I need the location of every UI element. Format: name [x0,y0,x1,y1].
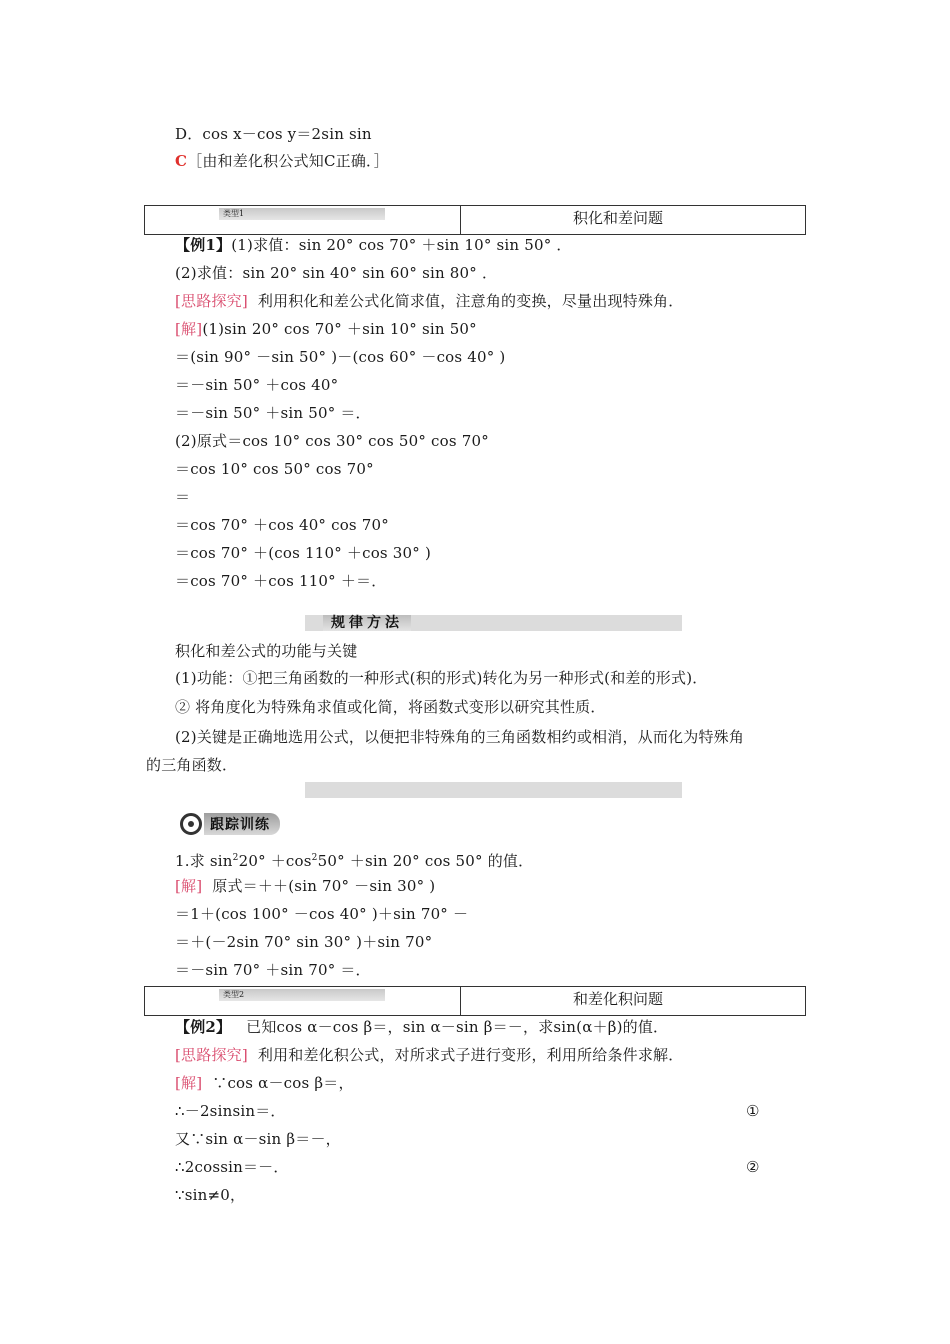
type2-title: 和差化积问题 [572,990,663,1008]
solution-label: [解] [175,320,203,338]
type2-tag: 类型2 [219,989,385,1001]
example1-step: ＝cos 70° ＋cos 110° ＋＝． [175,572,387,590]
example2-question: 【例2】 已知cos α－cos β＝，sin α－sin β＝－，求sin(α＋β)的值． [175,1018,669,1036]
answer-letter: C [175,152,188,170]
answer-line [175,151,389,171]
example1-step: ＝cos 70° ＋cos 40° cos 70° [175,516,389,534]
method-p3a: (2)关键是正确地选用公式，以便把非特殊角的三角函数相约或相消，从而化为特殊角 [175,728,745,746]
example2-hint: [思路探究] 利用和差化积公式，对所求式子进行变形，利用所给条件求解． [175,1046,684,1064]
option-d: D．cos x－cos y＝2sin sin [175,125,372,143]
method-p2: ② 将角度化为特殊角求值或化简，将函数式变形以研究其性质． [175,698,606,716]
type1-header [144,205,806,235]
example1-question1: 【例1】(1)求值：sin 20° cos 70° ＋sin 10° sin 50° ． [175,236,572,254]
example1-question2: (2)求值：sin 20° sin 40° sin 60° sin 80° ． [175,264,498,282]
tracking-label: 跟踪训练 [204,813,280,835]
method-band [305,615,682,631]
method-p3b: 的三角函数． [146,756,238,774]
hint-label: [思路探究] [175,1046,248,1064]
example1-step: ＝cos 10° cos 50° cos 70° [175,460,374,478]
method-title: 积化和差公式的功能与关键 [175,642,358,660]
example2-sol-line: [解] ∵cos α－cos β＝， [175,1074,354,1092]
example1-step: ＝(sin 90° －sin 50° )－(cos 60° －cos 40° ) [175,348,506,366]
example1-sol-line: [解](1)sin 20° cos 70° ＋sin 10° sin 50° [175,320,477,338]
solution-label: [解] [175,877,203,895]
example1-step: ＝ [175,488,191,506]
example2-step: 又∵sin α－sin β＝－， [175,1130,341,1148]
example2-step: ∴－2sinsin＝． [175,1102,286,1120]
tracking-header [180,813,280,835]
example1-label: 【例1】 [175,236,232,254]
type1-title: 积化和差问题 [572,209,663,227]
tracking-step: ＝＋(－2sin 70° sin 30° )＋sin 70° [175,933,433,951]
hint-label: [思路探究] [175,292,248,310]
type2-header [144,986,806,1016]
type1-tag: 类型1 [219,208,385,220]
solution-label: [解] [175,1074,203,1092]
target-icon [180,813,202,835]
method-band-label: 规律方法 [323,615,411,631]
example2-step: ∵sin≠0， [175,1186,246,1204]
answer-text: ［由和差化积公式知C正确．］ [187,152,389,170]
example1-step: ＝－sin 50° ＋sin 50° ＝． [175,404,371,422]
tracking-sol-line: [解] 原式＝＋＋(sin 70° －sin 30° ) [175,877,436,895]
method-band-end [305,782,682,798]
equation-mark-2: ② [746,1158,760,1176]
example2-label: 【例2】 [175,1018,232,1036]
equation-mark-1: ① [746,1102,760,1120]
example2-step: ∴2cossin＝－． [175,1158,289,1176]
example1-hint: [思路探究] 利用积化和差公式化简求值，注意角的变换，尽量出现特殊角． [175,292,684,310]
example1-step: ＝－sin 50° ＋cos 40° [175,376,339,394]
tracking-question: 1.求 $\sin^220^\circ +\cos^250^\circ +\sin$ 20° cos 50° 的值． [175,852,534,870]
example1-step: ＝cos 70° ＋(cos 110° ＋cos 30° ) [175,544,432,562]
example1-step: (2)原式＝cos 10° cos 30° cos 50° cos 70° [175,432,489,450]
tracking-step: ＝1＋(cos 100° －cos 40° )＋sin 70° － [175,905,469,923]
method-p1: (1)功能：①把三角函数的一种形式(积的形式)转化为另一种形式(和差的形式)． [175,669,708,687]
tracking-step: ＝－sin 70° ＋sin 70° ＝． [175,961,371,979]
